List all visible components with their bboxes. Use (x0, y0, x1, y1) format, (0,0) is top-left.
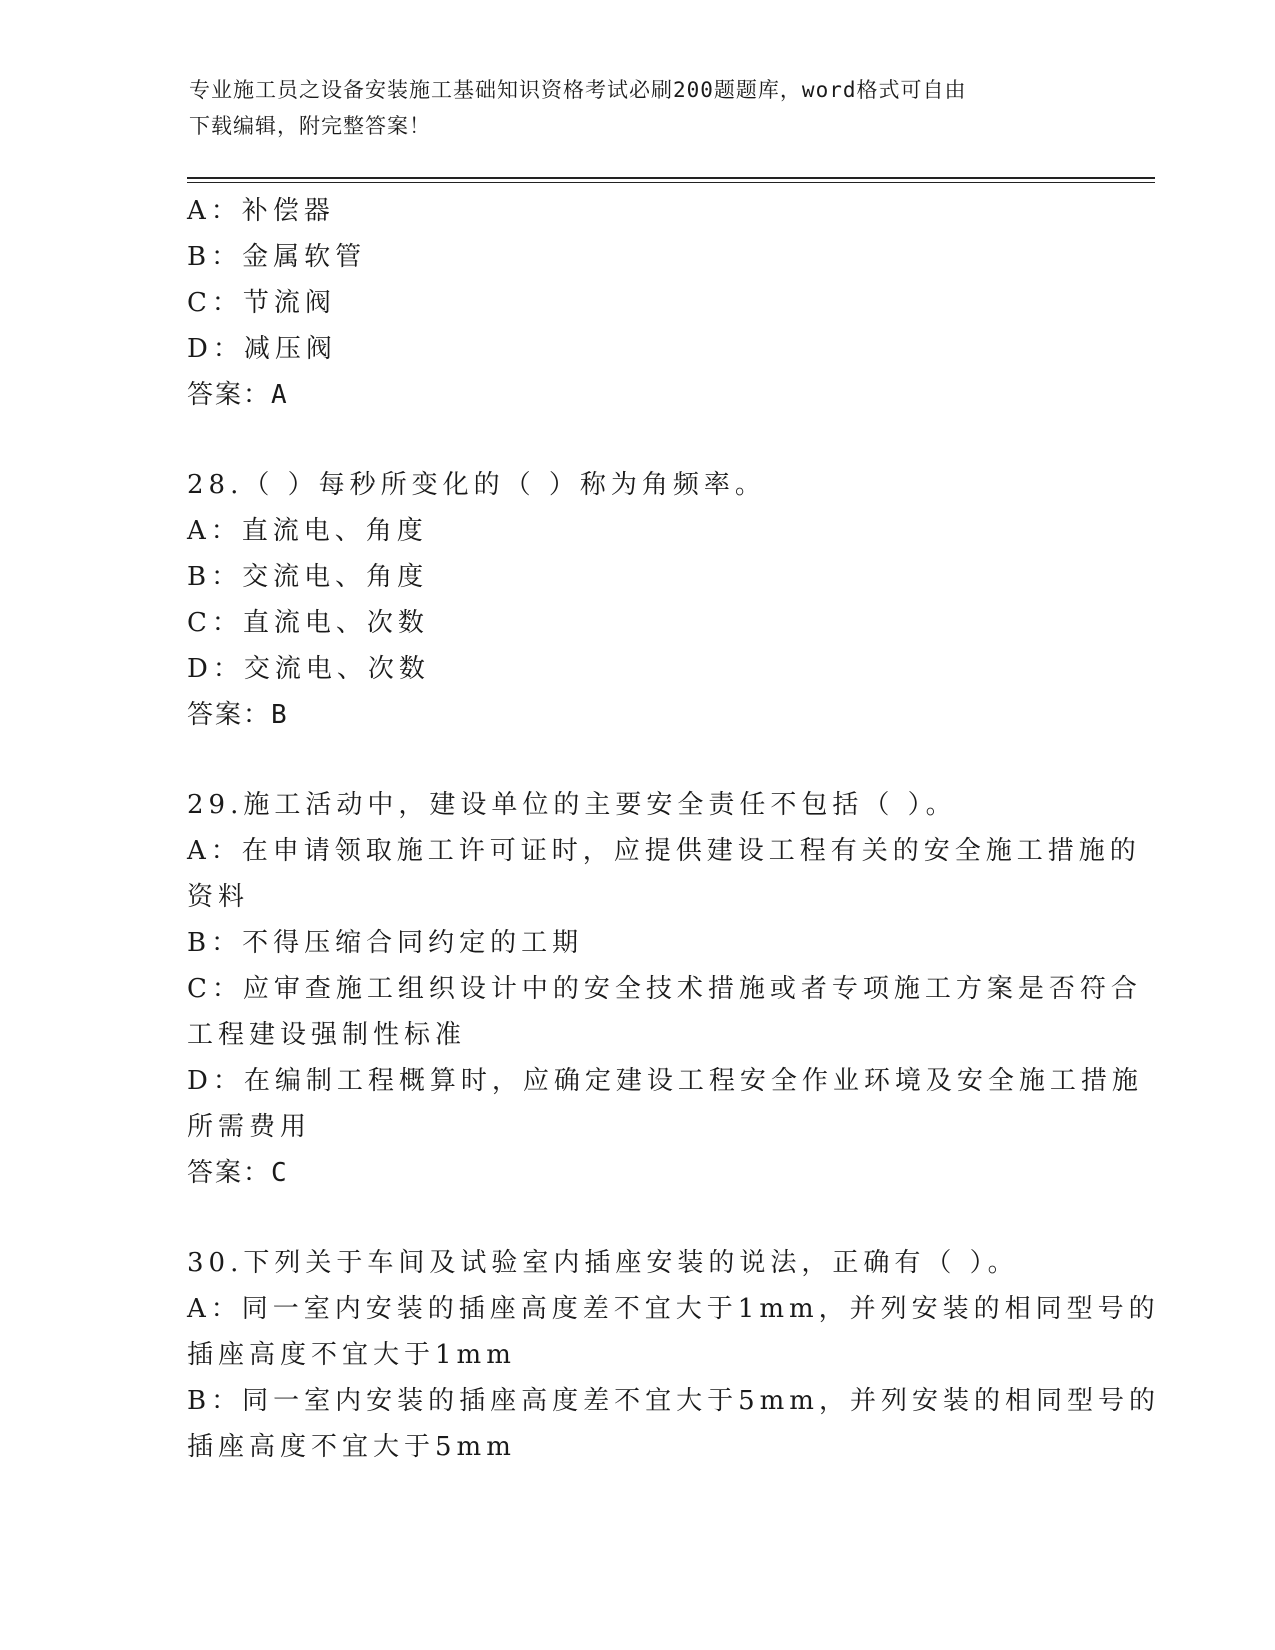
option-a-continued: 资料 (187, 882, 250, 912)
option-a-continued: 插座高度不宜大于1mm (187, 1340, 516, 1370)
answer-value: B (271, 700, 289, 730)
option-c-continued: 工程建设强制性标准 (187, 1020, 467, 1050)
question-list (187, 188, 1160, 1470)
answer-line (187, 372, 1087, 418)
option-d: D：交流电、次数 (187, 654, 430, 684)
header-line-2: 下载编辑，附完整答案！ (189, 114, 431, 138)
answer-label: 答案： (187, 1158, 272, 1188)
question-block (187, 782, 1143, 1196)
answer-value: C (271, 1158, 289, 1188)
option-b: B：交流电、角度 (187, 562, 429, 592)
question-block (187, 188, 1087, 418)
question-text: 30.下列关于车间及试验室内插座安装的说法，正确有（ ）。 (187, 1248, 1019, 1278)
answer-line (187, 1150, 1087, 1196)
question-text: 29.施工活动中，建设单位的主要安全责任不包括（ ）。 (187, 790, 957, 820)
answer-label: 答案： (187, 380, 272, 410)
answer-line (187, 692, 1087, 738)
header-line-1: 专业施工员之设备安装施工基础知识资格考试必刷200题题库，word格式可自由 (189, 78, 967, 102)
option-d-continued: 所需费用 (187, 1112, 312, 1142)
option-b: B：同一室内安装的插座高度差不宜大于5mm，并列安装的相同型号的 (187, 1386, 1160, 1416)
question-block (187, 462, 1087, 738)
answer-value: A (271, 380, 289, 410)
option-a: A：补偿器 (187, 196, 335, 226)
header-divider-thin (187, 182, 1155, 183)
option-c: C：节流阀 (187, 288, 336, 318)
option-b: B：金属软管 (187, 242, 367, 272)
question-text: 28.（ ）每秒所变化的（ ）称为角频率。 (187, 470, 766, 500)
option-b-continued: 插座高度不宜大于5mm (187, 1432, 516, 1462)
question-block (187, 1240, 1160, 1470)
option-c: C：直流电、次数 (187, 608, 429, 638)
option-b: B：不得压缩合同约定的工期 (187, 928, 584, 958)
option-a: A：直流电、角度 (187, 516, 428, 546)
option-d: D：在编制工程概算时，应确定建设工程安全作业环境及安全施工措施 (187, 1066, 1143, 1096)
document-header (189, 72, 1069, 144)
answer-label: 答案： (187, 700, 272, 730)
option-a: A：同一室内安装的插座高度差不宜大于1mm，并列安装的相同型号的 (187, 1294, 1160, 1324)
option-a: A：在申请领取施工许可证时，应提供建设工程有关的安全施工措施的 (187, 836, 1141, 866)
header-divider-thick (187, 177, 1155, 179)
option-c: C：应审查施工组织设计中的安全技术措施或者专项施工方案是否符合 (187, 974, 1142, 1004)
option-d: D：减压阀 (187, 334, 337, 364)
